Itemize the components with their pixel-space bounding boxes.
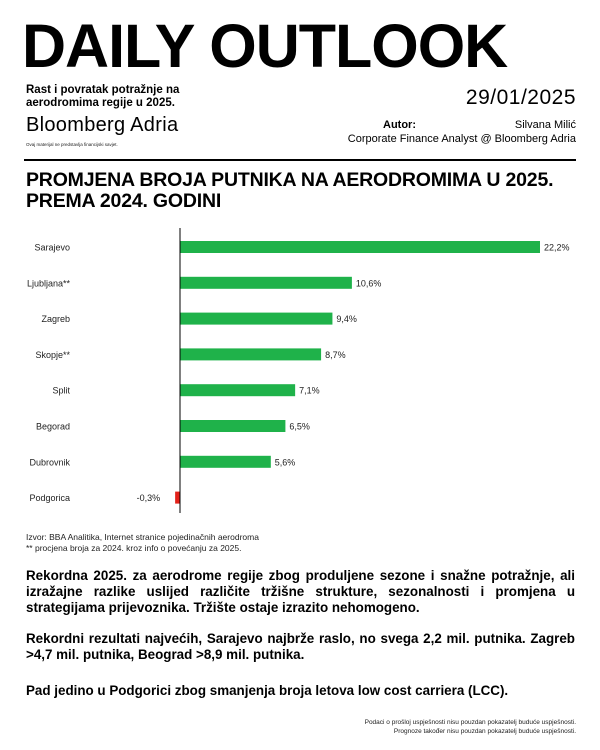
footer-line: Prognoze također nisu pouzdan pokazatelj buduće uspješnosti. <box>393 728 576 735</box>
disclaimer: Ovaj materijal ne predstavlja financijski savjet. <box>26 142 118 147</box>
category-label: Begorad <box>35 421 70 432</box>
report-subtitle: Rast i povratak potražnje na aerodromima regije u 2025. <box>26 84 180 109</box>
footer-disclaimer <box>365 718 576 736</box>
bar <box>180 456 271 468</box>
data-label: 6,5% <box>289 421 310 432</box>
report-title: DAILY OUTLOOK <box>22 12 508 80</box>
category-label: Podgorica <box>29 493 70 504</box>
bar <box>180 241 540 253</box>
author-label: Autor: <box>383 119 416 131</box>
estimate-note: ** procjena broja za 2024. kroz info o povećanju za 2025. <box>26 543 242 553</box>
category-label: Split <box>52 385 70 396</box>
data-label: -0,3% <box>136 493 161 504</box>
report-date: 29/01/2025 <box>465 86 576 109</box>
brand-logo-text: Bloomberg Adria <box>26 114 179 136</box>
data-label: 9,4% <box>336 314 357 325</box>
author-role: Corporate Finance Analyst @ Bloomberg Adria <box>347 133 576 145</box>
summary-paragraph-2: Rekordni rezultati najvećih, Sarajevo najbrže raslo, no svega 2,2 mil. putnika. Zagreb >4,7 mil. putnika, Beograd >8,9 mil. putnika. <box>26 631 575 662</box>
summary-paragraph-3: Pad jedino u Podgorici zbog smanjenja broja letova low cost carriera (LCC). <box>26 683 509 698</box>
bar <box>180 348 321 360</box>
bar <box>175 492 180 504</box>
data-label: 10,6% <box>355 278 382 289</box>
bar <box>180 313 332 325</box>
bar-chart <box>0 228 600 520</box>
author-name: Silvana Milić <box>514 119 576 131</box>
data-label: 5,6% <box>274 457 296 468</box>
category-label: Zagreb <box>41 314 70 325</box>
category-label: Skopje** <box>35 349 70 360</box>
header-divider <box>24 159 576 161</box>
footer-line: Podaci o prošlој uspješnosti nisu pouzdan pokazatelj buduće uspješnosti. <box>364 719 576 726</box>
summary-paragraph-1: Rekordna 2025. za aerodrome regije zbog produljene sezone i snažne potražnje, ali izražajne razlike uslijed različite tržišne strukture, sezonalnosti i promjena u strategijama prijevoznika. Tržište ostaje izrazito nehomogeno. <box>26 568 575 615</box>
category-label: Dubrovnik <box>29 457 70 468</box>
category-label: Sarajevo <box>34 242 70 253</box>
category-label: Ljubljana** <box>26 278 70 289</box>
bar <box>180 420 285 432</box>
data-label: 7,1% <box>299 385 320 396</box>
bar <box>180 277 352 289</box>
data-label: 8,7% <box>325 349 346 360</box>
data-label: 22,2% <box>544 242 570 253</box>
source-line: Izvor: BBA Analitika, Internet stranice pojedinačnih aerodroma <box>26 532 259 542</box>
bar <box>180 384 295 396</box>
source-note <box>26 532 259 554</box>
chart-title: PROMJENA BROJA PUTNIKA NA AERODROMIMA U 2025. PREMA 2024. GODINI <box>26 169 554 212</box>
